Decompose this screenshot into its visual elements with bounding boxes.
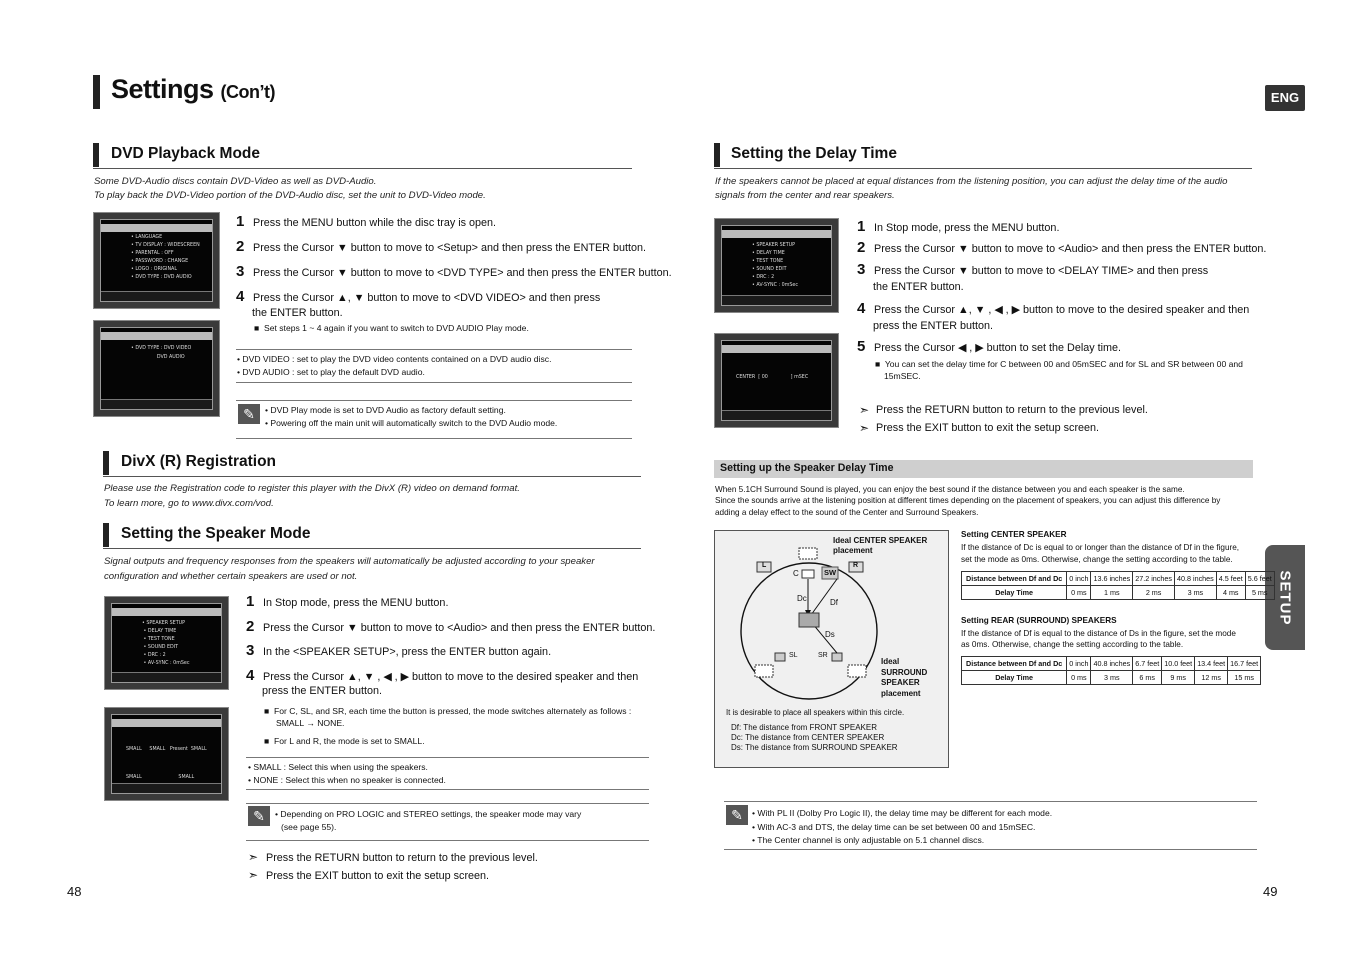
divider: [246, 803, 649, 804]
speaker-diagram: [714, 530, 949, 768]
divider: [236, 400, 632, 401]
rear-title: Setting REAR (SURROUND) SPEAKERS: [961, 616, 1117, 625]
diag-ideal-surround: Ideal SURROUND SPEAKER placement: [881, 657, 928, 698]
speaker-step-3: 3 In the <SPEAKER SETUP>, press the ENTER button again.: [246, 642, 552, 659]
title-bar: [93, 75, 100, 109]
delay-title: Setting the Delay Time: [731, 145, 897, 162]
delay-note2: • With AC-3 and DTS, the delay time can be set between 00 and 15mSEC.: [752, 822, 1036, 832]
spk-delay-p2: Since the sounds arrive at the listening position at different times depending on the placement of speakers, you can adjust this difference by: [715, 496, 1221, 505]
diag-label-Dc: Dc: [797, 594, 807, 603]
dvd-intro2: To play back the DVD-Video portion of the DVD-Audio disc, set the unit to DVD-Video mode.: [94, 190, 486, 201]
center-title: Setting CENTER SPEAKER: [961, 530, 1067, 539]
divider: [724, 801, 1257, 802]
rear-table-header: Delay Time: [962, 671, 1067, 685]
rear-cell: 12 ms: [1195, 671, 1228, 685]
center-cell: 1 ms: [1091, 586, 1133, 600]
rear-p1: If the distance of Df is equal to the distance of Ds in the figure, set the mode: [961, 629, 1236, 638]
rear-p2: as 0ms. Otherwise, change the setting according to the table.: [961, 640, 1184, 649]
speaker-step-1: 1 In Stop mode, press the MENU button.: [246, 593, 449, 610]
divider: [236, 382, 632, 383]
center-table-header: Delay Time: [962, 586, 1067, 600]
section-bar: [93, 143, 99, 167]
delay-step-4b: press the ENTER button.: [873, 320, 994, 332]
rear-cell: 6 ms: [1133, 671, 1162, 685]
section-bar: [103, 523, 109, 547]
delay-note3: • The Center channel is only adjustable on 5.1 channel discs.: [752, 835, 985, 845]
divider: [246, 840, 649, 841]
rear-cell: 9 ms: [1162, 671, 1195, 685]
delay-step-3b: the ENTER button.: [873, 281, 964, 293]
delay-sub1: ■ You can set the delay time for C between 00 and 05mSEC and for SL and SR between 00 and: [875, 359, 1243, 369]
dvd-sub: ■ Set steps 1 ~ 4 again if you want to switch to DVD AUDIO Play mode.: [254, 323, 529, 333]
rear-cell: 10.0 feet: [1162, 657, 1195, 671]
rear-cell: 40.8 inches: [1091, 657, 1133, 671]
speaker-sub1b: SMALL → NONE.: [276, 718, 345, 728]
divider: [246, 757, 649, 758]
divider: [714, 168, 1252, 169]
center-p2: set the mode as 0ms. Otherwise, change the setting according to the table.: [961, 555, 1233, 564]
arrow-icon: ➣: [248, 850, 259, 864]
delay-return: Press the RETURN button to return to the previous level.: [876, 404, 1148, 416]
delay-step-1: 1 In Stop mode, press the MENU button.: [857, 218, 1060, 235]
divx-title: DivX (R) Registration: [121, 453, 277, 470]
diag-label-Df: Df: [830, 598, 838, 607]
delay-note1: • With PL II (Dolby Pro Logic II), the delay time may be different for each mode.: [752, 808, 1053, 818]
dvd-note1: • DVD Play mode is set to DVD Audio as factory default setting.: [265, 405, 506, 415]
page-number-left: 48: [67, 884, 82, 899]
delay-sub2: 15mSEC.: [884, 371, 921, 381]
speaker-return: Press the RETURN button to return to the previous level.: [266, 852, 538, 864]
diag-label-Ds: Ds: [825, 630, 835, 639]
divider: [93, 168, 632, 169]
lang-badge: ENG: [1265, 85, 1305, 111]
speaker-sub2: ■ For L and R, the mode is set to SMALL.: [264, 736, 425, 746]
dvd-screen-1: • LANGUAGE • TV DISPLAY : WIDESCREEN • PARENTAL : OFF • PASSWORD : CHANGE • LOGO : ORIGINAL • DVD TYPE : DVD AUDIO: [93, 212, 220, 309]
dvd-step-4: 4 Press the Cursor ▲, ▼ button to move to <DVD VIDEO> and then press: [236, 288, 601, 305]
arrow-icon: ➣: [859, 421, 870, 435]
rear-cell: 0 ms: [1067, 671, 1091, 685]
speaker-step-4b: press the ENTER button.: [262, 685, 383, 697]
rear-cell: 13.4 feet: [1195, 657, 1228, 671]
note-pencil-icon: ✎: [238, 404, 260, 424]
dvd-step-2: 2 Press the Cursor ▼ button to move to <Setup> and then press the ENTER button.: [236, 238, 646, 255]
divider: [236, 438, 632, 439]
delay-screen-2: CENTER [ 00 ] mSEC: [714, 333, 839, 428]
rear-cell: 15 ms: [1228, 671, 1261, 685]
delay-intro2: signals from the center and rear speakers.: [715, 190, 895, 201]
delay-exit: Press the EXIT button to exit the setup screen.: [876, 422, 1100, 434]
note-pencil-icon: ✎: [248, 806, 270, 826]
divider: [103, 476, 641, 477]
center-cell: 13.6 inches: [1091, 572, 1133, 586]
dvd-step-3: 3 Press the Cursor ▼ button to move to <DVD TYPE> and then press the ENTER button.: [236, 263, 672, 280]
side-tab: SETUP: [1265, 545, 1305, 650]
dvd-note2: • Powering off the main unit will automatically switch to the DVD Audio mode.: [265, 418, 558, 428]
dvd-screen-2: • DVD TYPE : DVD VIDEO DVD AUDIO: [93, 320, 220, 417]
speaker-note2: (see page 55).: [281, 822, 337, 832]
speaker-sub1: ■ For C, SL, and SR, each time the button is pressed, the mode switches alternately as follows :: [264, 706, 632, 716]
diag-circle-note: It is desirable to place all speakers within this circle.: [726, 708, 905, 717]
section-bar: [714, 143, 720, 167]
center-p1: If the distance of Dc is equal to or longer than the distance of Df in the figure,: [961, 543, 1240, 552]
rear-table-header: Distance between Df and Dc: [962, 657, 1067, 671]
divx-intro2: To learn more, go to www.divx.com/vod.: [104, 498, 274, 509]
page-number-right: 49: [1263, 884, 1278, 899]
divider: [724, 849, 1257, 850]
rear-cell: 0 inch: [1067, 657, 1091, 671]
dvd-intro1: Some DVD-Audio discs contain DVD-Video as well as DVD-Audio.: [94, 176, 377, 187]
rear-cell: 16.7 feet: [1228, 657, 1261, 671]
center-cell: 4.5 feet: [1216, 572, 1245, 586]
speaker-intro2: configuration and whether certain speakers are used or not.: [104, 571, 358, 582]
speaker-bullet2: • NONE : Select this when no speaker is connected.: [248, 775, 446, 785]
dvd-step-1: 1 Press the MENU button while the disc tray is open.: [236, 213, 497, 230]
speaker-screen-1: • SPEAKER SETUP • DELAY TIME • TEST TONE • SOUND EDIT • DRC : 2 • AV-SYNC : 0mSec: [104, 596, 229, 690]
diag-label-C: C: [793, 569, 799, 578]
diag-label-SW: SW: [824, 568, 837, 577]
section-bar: [103, 451, 109, 475]
center-table-header: Distance between Df and Dc: [962, 572, 1067, 586]
center-cell: 0 inch: [1067, 572, 1091, 586]
center-cell: 4 ms: [1216, 586, 1245, 600]
speaker-step-4: 4 Press the Cursor ▲, ▼ , ◀ , ▶ button to move to the desired speaker and then: [246, 667, 639, 684]
spk-delay-p1: When 5.1CH Surround Sound is played, you can enjoy the best sound if the distance between you and each speaker is the same.: [715, 485, 1185, 494]
delay-step-4: 4 Press the Cursor ▲, ▼ , ◀ , ▶ button to move to the desired speaker and then: [857, 300, 1250, 317]
center-cell: 2 ms: [1133, 586, 1175, 600]
dvd-bullet2: • DVD AUDIO : set to play the default DVD audio.: [237, 367, 425, 377]
diag-label-SR: SR: [818, 652, 828, 659]
delay-intro1: If the speakers cannot be placed at equal distances from the listening position, you can adjust the delay time of the audio: [715, 176, 1228, 187]
note-pencil-icon: ✎: [726, 805, 748, 825]
center-cell: 5.6 feet: [1245, 572, 1274, 586]
dvd-step-4b: the ENTER button.: [252, 307, 343, 319]
delay-step-5: 5 Press the Cursor ◀ , ▶ button to set the Delay time.: [857, 338, 1122, 355]
speaker-note1: • Depending on PRO LOGIC and STEREO settings, the speaker mode may vary: [275, 809, 582, 819]
speaker-screen-2: SMALL SMALL Present SMALL SMALL SMALL: [104, 707, 229, 801]
center-cell: 3 ms: [1174, 586, 1216, 600]
divider: [246, 789, 649, 790]
arrow-icon: ➣: [248, 868, 259, 882]
dvd-title: DVD Playback Mode: [111, 145, 261, 162]
delay-screen-1: • SPEAKER SETUP • DELAY TIME • TEST TONE • SOUND EDIT • DRC : 2 • AV-SYNC : 0mSec: [714, 218, 839, 313]
spk-delay-p3: adding a delay effect to the sound of the Center and Surround Speakers.: [715, 508, 979, 517]
center-cell: 40.8 inches: [1174, 572, 1216, 586]
center-cell: 27.2 inches: [1133, 572, 1175, 586]
delay-step-2: 2 Press the Cursor ▼ button to move to <Audio> and then press the ENTER button.: [857, 239, 1267, 256]
spk-delay-title: Setting up the Speaker Delay Time: [720, 462, 894, 474]
rear-cell: 3 ms: [1091, 671, 1133, 685]
divider: [103, 548, 641, 549]
speaker-title: Setting the Speaker Mode: [121, 525, 311, 542]
diag-legend: Df: The distance from FRONT SPEAKER Dc: The distance from CENTER SPEAKER Ds: The distance from SURROUND SPEAKER: [731, 723, 898, 752]
speaker-intro1: Signal outputs and frequency responses from the speakers will automatically be adjusted according to your speaker: [104, 556, 595, 567]
speaker-exit: Press the EXIT button to exit the setup screen.: [266, 870, 490, 882]
page-title: Settings (Con’t): [111, 74, 276, 104]
center-table: [961, 571, 1275, 600]
diag-label-L: L: [762, 562, 767, 569]
speaker-bullet1: • SMALL : Select this when using the speakers.: [248, 762, 428, 772]
arrow-icon: ➣: [859, 403, 870, 417]
delay-step-3: 3 Press the Cursor ▼ button to move to <DELAY TIME> and then press: [857, 261, 1209, 278]
center-cell: 5 ms: [1245, 586, 1274, 600]
diag-label-R: R: [853, 562, 859, 569]
diag-label-SL: SL: [789, 652, 798, 659]
divx-intro1: Please use the Registration code to register this player with the DivX (R) video on demand format.: [104, 483, 520, 494]
diag-ideal-center: Ideal CENTER SPEAKER placement: [833, 536, 928, 555]
rear-cell: 6.7 feet: [1133, 657, 1162, 671]
speaker-step-2: 2 Press the Cursor ▼ button to move to <Audio> and then press the ENTER button.: [246, 618, 656, 635]
rear-table: [961, 656, 1261, 685]
dvd-bullet1: • DVD VIDEO : set to play the DVD video contents contained on a DVD audio disc.: [237, 354, 552, 364]
center-cell: 0 ms: [1067, 586, 1091, 600]
divider: [236, 349, 632, 350]
